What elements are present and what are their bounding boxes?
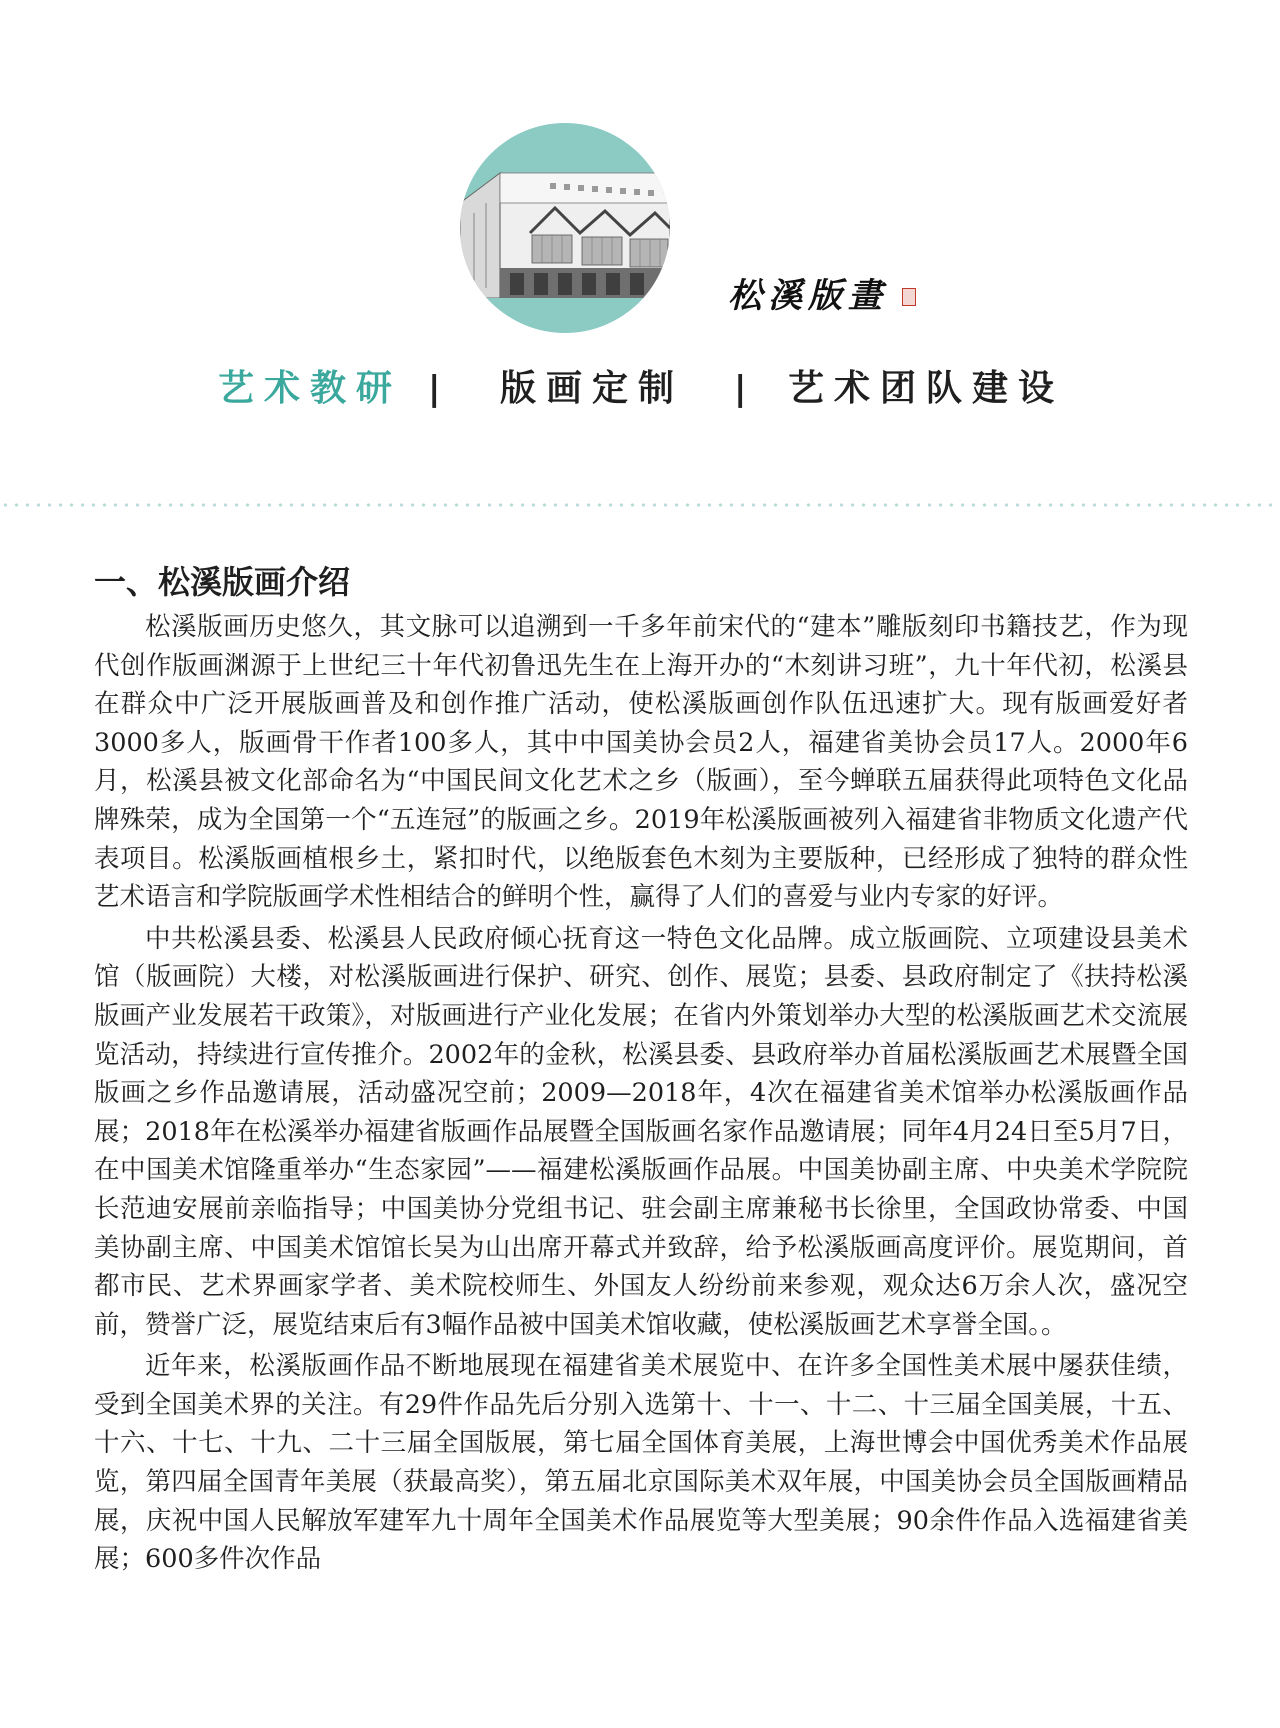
building-photo-image bbox=[460, 123, 670, 333]
nav-item-art-teaching[interactable]: 艺术教研 bbox=[218, 368, 403, 409]
nav-item-print-customization[interactable]: 版画定制 bbox=[500, 368, 685, 409]
nav-separator: | bbox=[734, 369, 747, 409]
paragraph-support: 中共松溪县委、松溪县人民政府倾心抚育这一特色文化品牌。成立版画院、立项建设县美术馆（版画院）大楼，对松溪版画进行保护、研究、创作、展览；县委、县政府制定了《扶持松溪版画产业发展若干政策》，对版画进行产业化发展；在省内外策划举办大型的松溪版画艺术交流展览活动，持续进行宣传推介。2002年的金秋，松溪县委、县政府举办首届松溪版画艺术展暨全国版画之乡作品邀请展，活动盛况空前；2009—2018年，4次在福建省美术馆举办松溪版画作品展；2018年在松溪举办福建省版画作品展暨全国版画名家作品邀请展；同年4月24日至5月7日，在中国美术馆隆重举办“生态家园”——福建松溪版画作品展。中国美协副主席、中央美术学院院长范迪安展前亲临指导；中国美协分党组书记、驻会副主席兼秘书长徐里，全国政协常委、中国美协副主席、中国美术馆馆长吴为山出席开幕式并致辞，给予松溪版画高度评价。展览期间，首都市民、艺术界画家学者、美术院校师生、外国友人纷纷前来参观，观众达6万余人次，盛况空前，赞誉广泛，展览结束后有3幅作品被中国美术馆收藏，使松溪版画艺术享誉全国。。 bbox=[94, 923, 1188, 1340]
header bbox=[0, 0, 1280, 500]
seal-stamp-icon bbox=[902, 288, 916, 306]
nav-bar bbox=[0, 364, 1280, 414]
paragraph-achievements: 近年来，松溪版画作品不断地展现在福建省美术展览中、在许多全国性美术展中屡获佳绩，受到全国美术界的关注。有29件作品先后分别入选第十、十一、十二、十三届全国美展，十五、十六、十七、十九、二十三届全国版展，第七届全国体育美展，上海世博会中国优秀美术作品展览，第四届全国青年美展（获最高奖），第五届北京国际美术双年展，中国美协会员全国版画精品展，庆祝中国人民解放军建军九十周年全国美术作品展览等大型美展；90余件作品入选福建省美展；600多件次作品 bbox=[94, 1351, 1188, 1575]
nav-item-team-building[interactable]: 艺术团队建设 bbox=[788, 368, 1065, 409]
nav-separator: | bbox=[428, 369, 441, 409]
section-title: 一、松溪版画介绍 bbox=[94, 563, 351, 601]
article-content bbox=[94, 560, 1188, 1582]
brand-calligraphy: 松溪版畫 bbox=[728, 276, 888, 316]
logo-badge bbox=[460, 123, 670, 333]
dotted-divider bbox=[0, 503, 1280, 507]
paragraph-intro: 松溪版画历史悠久，其文脉可以追溯到一千多年前宋代的“建本”雕版刻印书籍技艺，作为现代创作版画渊源于上世纪三十年代初鲁迅先生在上海开办的“木刻讲习班”，九十年代初，松溪县在群众中广泛开展版画普及和创作推广活动，使松溪版画创作队伍迅速扩大。现有版画爱好者3000多人，版画骨干作者100多人，其中中国美协会员2人，福建省美协会员17人。2000年6月，松溪县被文化部命名为“中国民间文化艺术之乡（版画），至今蝉联五届获得此项特色文化品牌殊荣，成为全国第一个“五连冠”的版画之乡。2019年松溪版画被列入福建省非物质文化遗产代表项目。松溪版画植根乡土，紧扣时代，以绝版套色木刻为主要版种，已经形成了独特的群众性艺术语言和学院版画学术性相结合的鲜明个性，赢得了人们的喜爱与业内专家的好评。 bbox=[94, 612, 1188, 913]
